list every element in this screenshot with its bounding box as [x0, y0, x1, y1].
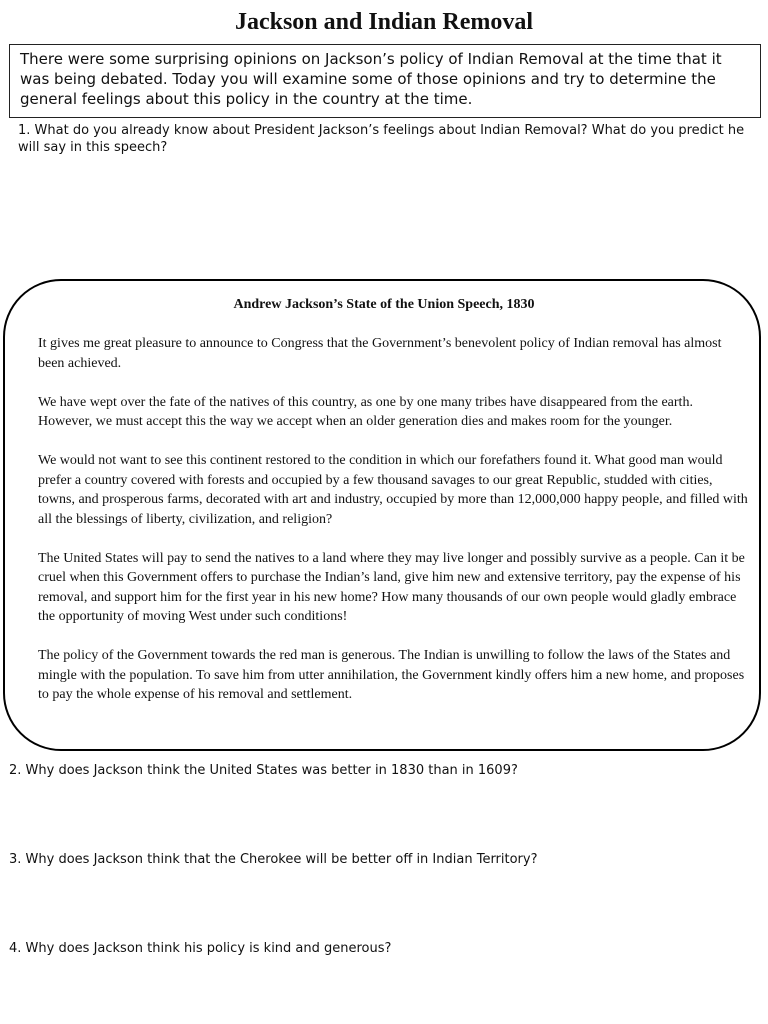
question-4: 4. Why does Jackson think his policy is kind and generous? [9, 941, 392, 956]
speech-paragraph-5: The policy of the Government towards the red man is generous. The Indian is unwilling to follow the laws of the States and mingle with the population. To save him from utter annihilation, the Government kindly offers him a new home, and proposes to pay the whole expense of his removal and settlement. [38, 648, 745, 702]
speech-title: Andrew Jackson’s State of the Union Speech, 1830 [233, 297, 535, 312]
speech-body [38, 334, 750, 724]
speech-paragraph-1: It gives me great pleasure to announce to Congress that the Government’s benevolent policy of Indian removal has almost been achieved. [38, 336, 722, 371]
page-title: Jackson and Indian Removal [234, 9, 534, 35]
speech-paragraph-3: We would not want to see this continent restored to the condition in which our forefathers found it. What good man would prefer a country covered with forests and occupied by a few thousand savages to our great Republic, studded with cities, towns, and prosperous farms, decorated with art and industry, occupied by more than 12,000,000 happy people, and filled with all the blessings of liberty, civilization, and religion? [38, 453, 748, 527]
question-3: 3. Why does Jackson think that the Cherokee will be better off in Indian Territory? [9, 852, 538, 867]
speech-paragraph-4: The United States will pay to send the natives to a land where they may live longer and possibly survive as a people. Can it be cruel when this Government offers to purchase the Indian’s land, give him new and extensive territory, pay the expense of his removal, and support him for the first year in his new home? How many thousands of our own people would gladly embrace the opportunity of moving West under such conditions! [38, 550, 745, 624]
speech-paragraph-2: We have wept over the fate of the natives of this country, as one by one many tribes have disappeared from the earth. However, we must accept this the way we accept when an older generation dies and makes room for the younger. [38, 394, 693, 429]
intro-box: There were some surprising opinions on Jackson’s policy of Indian Removal at the time that it was being debated. Today you will examine some of those opinions and try to determine the general feelings about this policy in the country at the time. [9, 44, 761, 118]
question-2: 2. Why does Jackson think the United States was better in 1830 than in 1609? [9, 763, 518, 778]
question-1: 1. What do you already know about President Jackson’s feelings about Indian Removal? What do you predict he will say in this speech? [18, 123, 745, 155]
